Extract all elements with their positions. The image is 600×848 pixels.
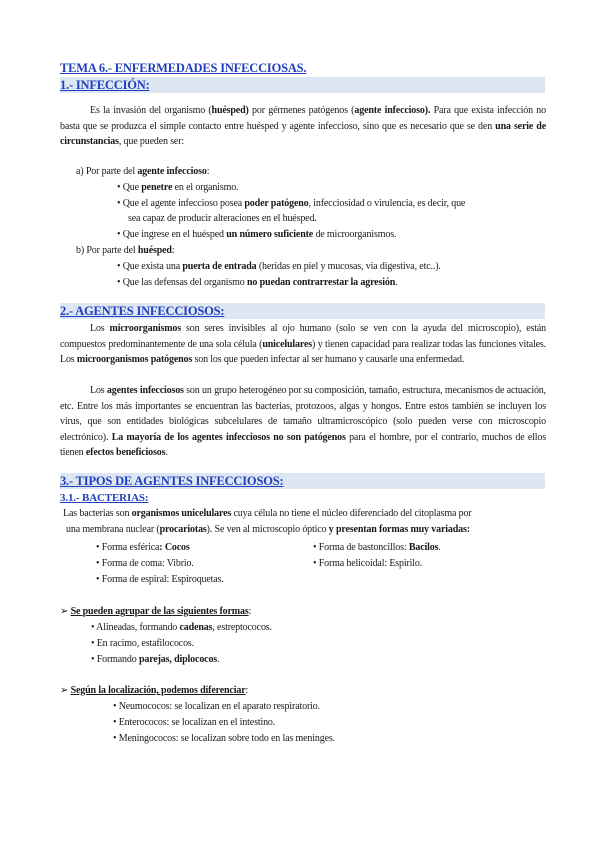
- bold-text: agentes infecciosos: [106, 385, 184, 396]
- s2-paragraph-1: [60, 321, 546, 368]
- arrow-bullet-icon: ➢: [60, 685, 69, 696]
- text-run: • Meningococos: se localizan sobre todo en las meninges.: [113, 733, 335, 744]
- group-heading-label: Según la localización, podemos diferenciar: [70, 685, 246, 696]
- section-2-heading: 2.- AGENTES INFECCIOSOS:: [60, 304, 225, 318]
- section-2-header: [60, 303, 545, 319]
- bold-text: poder patógeno: [244, 198, 309, 209]
- bold-text: La mayoría de los agentes infecciosos no son patógenos: [111, 431, 346, 443]
- text-run: • Forma de bastoncillos:: [313, 542, 409, 553]
- bold-text: una serie de circunstancias: [60, 120, 546, 147]
- bold-text: Bacilos: [408, 542, 439, 553]
- s3-paragraph-line-1: [63, 507, 472, 521]
- text-run: • Forma helicoidal: Espirilo.: [313, 558, 423, 569]
- text-run: Los: [90, 385, 107, 396]
- bold-text: cadenas: [179, 622, 213, 633]
- bold-text: agente infeccioso: [137, 166, 207, 177]
- text-run: de microorganismos.: [313, 229, 397, 240]
- bold-text: no puedan contrarrestar la agresión: [247, 277, 396, 288]
- text-run: sea capaz de producir alteraciones en el huésped.: [128, 213, 317, 224]
- text-run: , que pueden ser:: [118, 136, 185, 147]
- text-run: • Que: [117, 182, 142, 193]
- text-run: • Forma esférica: [96, 542, 160, 553]
- text-run: b) Por parte del: [76, 245, 138, 256]
- text-run: • Que exista una: [117, 261, 183, 272]
- text-run: en el organismo.: [172, 182, 239, 193]
- text-run: Es la invasión del organismo (: [90, 105, 212, 116]
- text-run: son seres invisibles al ojo humano (solo se ven con la ayuda del microscopio), están compuestos predominantemente de una sola célula (: [60, 323, 546, 350]
- bold-text: puerta de entrada: [182, 261, 257, 272]
- text-run: son un grupo heterogéneo por su composición, tamaño, estructura, mecanismos de actuación, etc. Entre los más importantes se encuentran las bacterias, protozoos, algas y hongos. Entre estos también se incluyen los virus, que son entidades biológicas subcelulares de tamaño ultramicroscópico (solo pueden verse con microscopio electrónico).: [60, 385, 547, 443]
- s2-paragraph-2: [60, 383, 546, 461]
- s3-paragraph-line-2: [66, 523, 470, 537]
- s1-b-item: [117, 260, 441, 274]
- form-item: [313, 541, 441, 555]
- text-run: Las bacterias son: [63, 508, 132, 519]
- bold-text: unicelulares: [262, 338, 313, 350]
- text-run: • Enterococos: se localizan en el intestino.: [113, 717, 276, 728]
- bold-text: microorganismos patógenos: [76, 354, 193, 365]
- text-run: son los que pueden infectar al ser humano y causarle una enfermedad.: [192, 354, 465, 365]
- text-run: .: [217, 654, 220, 665]
- group-item: [113, 716, 275, 730]
- text-run: (heridas en piel y mucosas, vía digestiva, etc..).: [256, 261, 441, 272]
- text-run: • Formando: [91, 654, 139, 665]
- text-run: • Que ingrese en el huésped: [117, 229, 227, 240]
- text-run: cuya célula no tiene el núcleo diferenciado del citoplasma por: [231, 508, 472, 519]
- text-run: , infecciosidad o virulencia, es decir, que: [308, 198, 466, 209]
- bold-text: efectos beneficiosos: [85, 447, 166, 458]
- text-run: , estreptococos.: [212, 622, 272, 633]
- section-1-header: [60, 77, 545, 93]
- bold-text: microorganismos: [109, 323, 181, 334]
- text-run: • Alineadas, formando: [91, 622, 180, 633]
- text-run: ) y tienen capacidad para realizar todas las funciones vitales. Los: [60, 338, 546, 365]
- text-run: • En racimo, estafilococos.: [91, 638, 195, 649]
- s1-a-item: [117, 228, 396, 242]
- subsection-bacterias: 3.1.- BACTERIAS:: [60, 492, 149, 504]
- text-run: • Que las defensas del organismo: [117, 277, 248, 288]
- text-run: una membrana nuclear (: [66, 524, 160, 535]
- form-item: [96, 573, 224, 587]
- text-run: :: [206, 166, 210, 177]
- text-run: • Forma de espiral: Espiroquetas.: [96, 574, 224, 585]
- bold-text: organismos unicelulares: [131, 508, 232, 519]
- s1-a-item: [117, 197, 465, 211]
- text-run: Los: [90, 323, 110, 334]
- text-run: • Que el agente infeccioso posea: [117, 198, 245, 209]
- text-run: .: [165, 447, 168, 458]
- s1-a-item: [117, 181, 238, 195]
- group-item: [113, 732, 335, 746]
- text-run: • Neumococos: se localizan en el aparato respiratorio.: [113, 701, 320, 712]
- group-item: [91, 621, 272, 635]
- form-item: [96, 557, 194, 571]
- section-3-header: [60, 473, 545, 489]
- group-heading-label: Se pueden agrupar de las siguientes formas: [70, 606, 249, 617]
- bold-text: huésped): [211, 105, 249, 116]
- s1-paragraph: [60, 103, 546, 150]
- text-run: a) Por parte del: [76, 166, 138, 177]
- text-run: ). Se ven al microscopio óptico: [206, 524, 329, 535]
- s1-a-label: [76, 165, 209, 179]
- bold-text: penetre: [141, 182, 173, 193]
- bold-text: procariotas: [159, 524, 207, 535]
- text-run: • Forma de coma: Vibrio.: [96, 558, 194, 569]
- arrow-bullet-icon: ➢: [60, 606, 69, 617]
- form-item: [313, 557, 422, 571]
- group-item: [91, 653, 219, 667]
- bold-text: agente infeccioso).: [354, 105, 431, 116]
- text-run: :: [171, 245, 175, 256]
- bold-text: : Cocos: [159, 542, 190, 553]
- document-title: TEMA 6.- ENFERMEDADES INFECCIOSAS.: [60, 61, 307, 75]
- text-run: Para que exista infección no basta que se produzca el simple contacto entre huésped y agente infeccioso, sino que es necesario que se den: [60, 105, 547, 132]
- text-run: por gérmenes patógenos (: [248, 105, 355, 116]
- bold-text: y presentan formas muy variadas:: [328, 524, 470, 535]
- bold-text: huésped: [137, 245, 172, 256]
- section-1-heading: 1.- INFECCIÓN:: [60, 78, 150, 92]
- s1-b-item: [117, 276, 397, 290]
- s1-a-item: [128, 212, 317, 226]
- section-3-heading: 3.- TIPOS DE AGENTES INFECCIOSOS:: [60, 474, 284, 488]
- bold-text: parejas, diplococos: [138, 654, 218, 665]
- text-run: .: [438, 542, 441, 553]
- text-run: .: [395, 277, 398, 288]
- group-heading-2: ➢ Según la localización, podemos diferenciar:: [60, 685, 249, 696]
- bold-text: un número suficiente: [226, 229, 314, 240]
- group-item: [91, 637, 194, 651]
- text-run: para el hombre, por el contrario, muchos de ellos tienen: [60, 431, 546, 458]
- s1-b-label: [76, 244, 174, 258]
- group-heading-1: ➢ Se pueden agrupar de las siguientes formas:: [60, 606, 252, 617]
- form-item: [96, 541, 190, 555]
- group-item: [113, 700, 320, 714]
